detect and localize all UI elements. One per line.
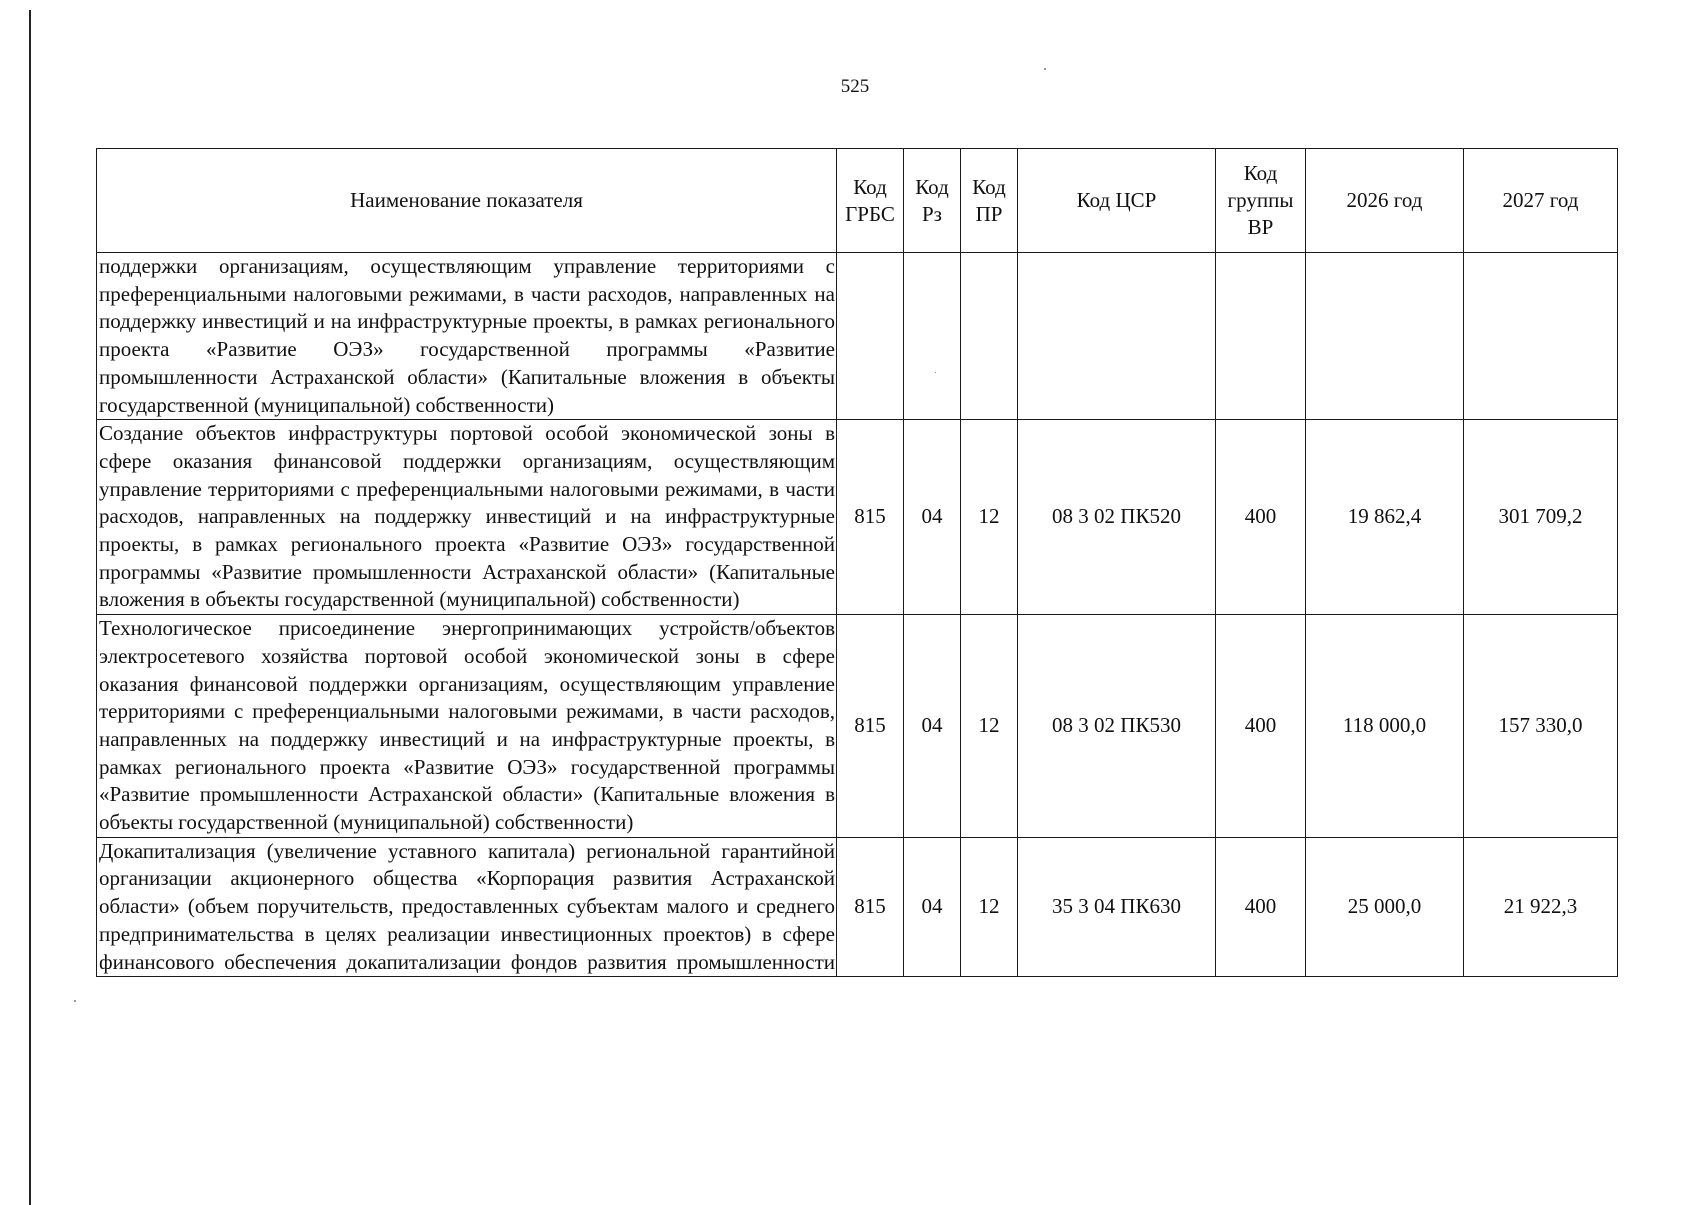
row-csr: 08 3 02 ПК520 — [1018, 420, 1216, 615]
row-2027: 157 330,0 — [1464, 615, 1618, 838]
row-2027 — [1464, 253, 1618, 420]
header-pr — [961, 149, 1018, 253]
header-grbs-line-1: Код — [853, 174, 887, 199]
row-rz: 04 — [904, 420, 961, 615]
row-csr: 35 3 04 ПК630 — [1018, 837, 1216, 977]
row-name: Создание объектов инфраструктуры портовой особой экономической зоны в сфере оказания финансовой поддержки организациям, осуществляющим управление территориями с преференциальными налоговыми режимами, в части расходов, направленных на поддержку инвестиций и на инфраструктурные проекты, в рамках регионального проекта «Развитие ОЭЗ» государственной программы «Развитие промышленности Астраханской области» (Капитальные вложения в объекты государственной (муниципальной) собственности) — [97, 420, 837, 615]
row-rz: 04 — [904, 615, 961, 838]
table-row — [97, 420, 1618, 615]
header-name: Наименование показателя — [97, 149, 837, 253]
header-pr-line-1: Код — [972, 174, 1006, 199]
header-vr — [1216, 149, 1306, 253]
scan-speck — [1044, 68, 1046, 70]
row-grbs — [837, 253, 904, 420]
row-pr: 12 — [961, 420, 1018, 615]
row-pr: 12 — [961, 615, 1018, 838]
header-rz-line-2: Рз — [922, 201, 942, 226]
header-grbs-line-2: ГРБС — [845, 201, 895, 226]
table-row — [97, 837, 1618, 977]
row-rz — [904, 253, 961, 420]
header-vr-line-3: ВР — [1247, 215, 1274, 239]
table-row — [97, 253, 1618, 420]
row-name: Докапитализация (увеличение уставного капитала) региональной гарантийной организации акционерного общества «Корпорация развития Астраханской области» (объем поручительств, предоставленных субъектам малого и среднего предпринимательства в целях реализации инвестиционных проектов) в сфере финансового обеспечения докапитализации фондов развития промышленности — [97, 837, 837, 977]
binding-edge-line — [29, 10, 31, 1205]
header-2027: 2027 год — [1464, 149, 1618, 253]
header-2026: 2026 год — [1306, 149, 1464, 253]
row-csr — [1018, 253, 1216, 420]
row-name: поддержки организациям, осуществляющим управление территориями с преференциальными налоговыми режимами, в части расходов, направленных на поддержку инвестиций и на инфраструктурные проекты, в рамках регионального проекта «Развитие ОЭЗ» государственной программы «Развитие промышленности Астраханской области» (Капитальные вложения в объекты государственной (муниципальной) собственности) — [97, 253, 837, 420]
row-vr — [1216, 253, 1306, 420]
header-grbs — [837, 149, 904, 253]
header-rz-line-1: Код — [915, 174, 949, 199]
row-pr — [961, 253, 1018, 420]
row-vr: 400 — [1216, 837, 1306, 977]
scan-speck — [74, 1000, 76, 1002]
row-csr: 08 3 02 ПК530 — [1018, 615, 1216, 838]
header-vr-line-2: группы — [1227, 188, 1294, 212]
row-vr: 400 — [1216, 420, 1306, 615]
table-row — [97, 615, 1618, 838]
row-rz: 04 — [904, 837, 961, 977]
row-2027: 21 922,3 — [1464, 837, 1618, 977]
row-grbs: 815 — [837, 615, 904, 838]
row-2026: 118 000,0 — [1306, 615, 1464, 838]
row-pr: 12 — [961, 837, 1018, 977]
row-vr: 400 — [1216, 615, 1306, 838]
header-vr-line-1: Код — [1243, 161, 1278, 185]
header-csr: Код ЦСР — [1018, 149, 1216, 253]
header-pr-line-2: ПР — [975, 201, 1003, 226]
row-2026: 25 000,0 — [1306, 837, 1464, 977]
row-grbs: 815 — [837, 837, 904, 977]
row-2026 — [1306, 253, 1464, 420]
header-rz — [904, 149, 961, 253]
row-2027: 301 709,2 — [1464, 420, 1618, 615]
budget-table — [96, 148, 1618, 977]
page-number: 525 — [840, 76, 870, 97]
row-2026: 19 862,4 — [1306, 420, 1464, 615]
row-name: Технологическое присоединение энергопринимающих устройств/объектов электросетевого хозяйства портовой особой экономической зоны в сфере оказания финансовой поддержки организациям, осуществляющим управление территориями с преференциальными налоговыми режимами, в части расходов, направленных на поддержку инвестиций и на инфраструктурные проекты, в рамках регионального проекта «Развитие ОЭЗ» государственной программы «Развитие промышленности Астраханской области» (Капитальные вложения в объекты государственной (муниципальной) собственности) — [97, 615, 837, 838]
table-header-row — [97, 149, 1618, 253]
row-grbs: 815 — [837, 420, 904, 615]
